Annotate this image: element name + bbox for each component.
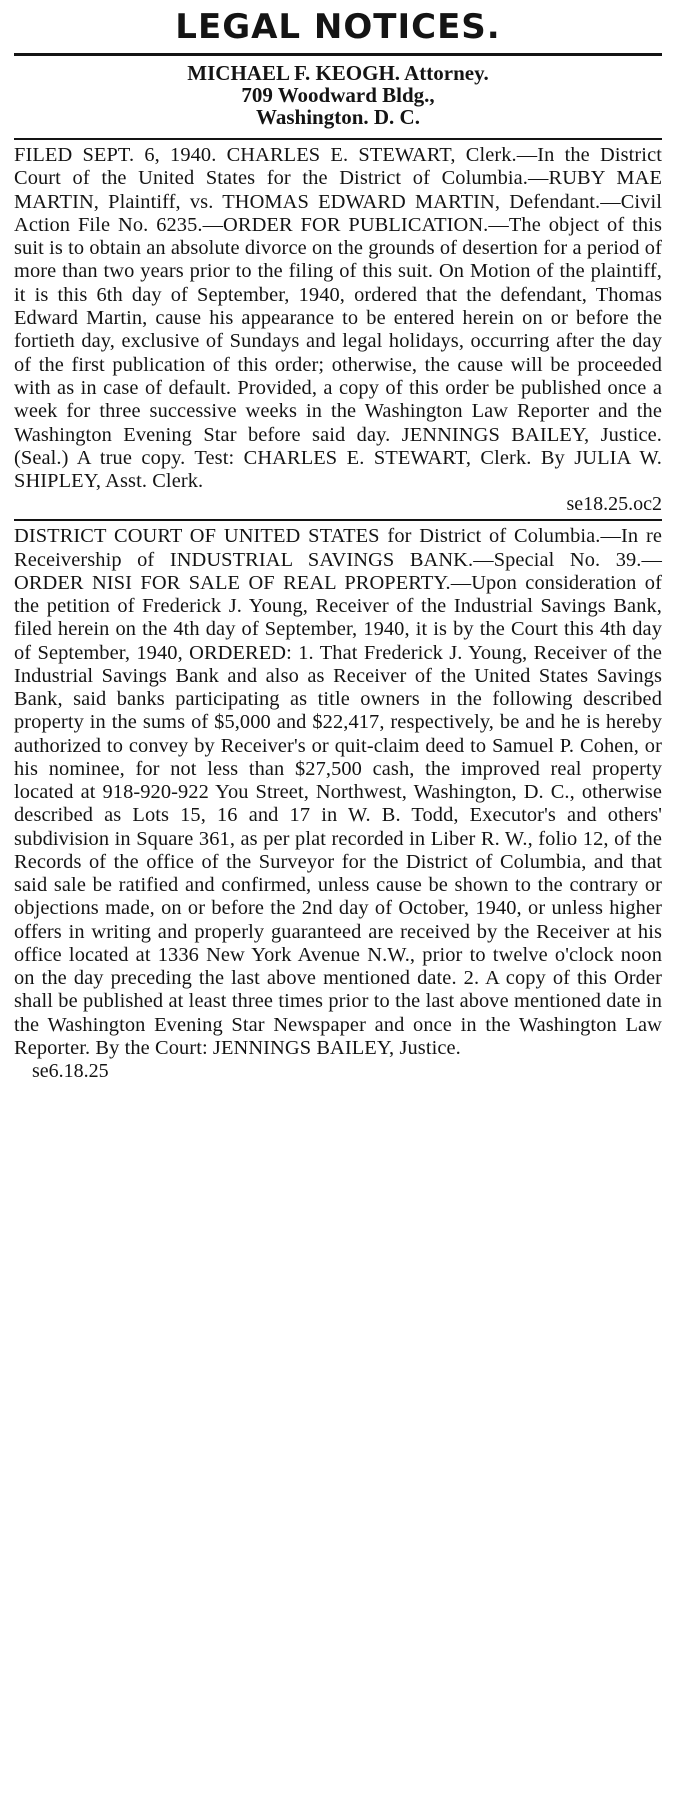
section-title: LEGAL NOTICES. xyxy=(175,7,501,47)
attorney-address: 709 Woodward Bldg., xyxy=(241,83,435,107)
notice-body: DISTRICT COURT OF UNITED STATES for District of Columbia.—In re Receivership of INDUSTRIAL SAVINGS BANK.—Special No. 39.—ORDER NISI FOR SALE OF REAL PROPERTY.—Upon consideration of the petition of Frederick J. Young, Receiver of the Industrial Savings Bank, filed herein on the 4th day of September, 1940, it is by the Court this 4th day of September, 1940, ORDERED: 1. That Frederick J. Young, Receiver of the Industrial Savings Bank and also as Receiver of the United States Savings Bank, said banks participating as title owners in the following described property in the sums of $5,000 and $22,417, respectively, be and he is hereby authorized to convey by Receiver's or quit-claim deed to Samuel P. Cohen, or his nominee, for not less than $27,500 cash, the improved real property located at 918-920-922 You Street, Northwest, Washington, D. C., otherwise described as Lots 15, 16 and 17 in W. B. Todd, Executor's and others' subdivision in Square 361, as per plat recorded in Liber R. W., folio 12, of the Records of the office of the Surveyor for the District of Columbia, and that said sale be ratified and confirmed, unless cause be shown to the contrary or objections made, on or before the 2nd day of October, 1940, or unless higher offers in writing and properly guaranteed are received by the Receiver at his office located at 1336 New York Avenue N.W., prior to twelve o'clock noon on the day preceding the last above mentioned date. 2. A copy of this Order shall be published at least three times prior to the last above mentioned date in the Washington Evening Star Newspaper and once in the Washington Law Reporter. By the Court: JENNINGS BAILEY, Justice. xyxy=(14,525,662,1059)
attorney-name: MICHAEL F. KEOGH. Attorney. xyxy=(187,61,489,85)
attorney-block xyxy=(14,62,662,128)
notice-divider xyxy=(14,138,662,140)
legal-notice-property-sale xyxy=(14,525,662,1082)
notice-divider xyxy=(14,519,662,521)
title-divider xyxy=(14,53,662,56)
attorney-city: Washington. D. C. xyxy=(256,105,420,129)
notice-insertion-code: se18.25.oc2 xyxy=(566,493,662,516)
notice-insertion-code: se6.18.25 xyxy=(32,1060,109,1083)
notice-body: FILED SEPT. 6, 1940. CHARLES E. STEWART, Clerk.—In the District Court of the United States for the District of Columbia.—RUBY MAE MARTIN, Plaintiff, vs. THOMAS EDWARD MARTIN, Defendant.—Civil Action File No. 6235.—ORDER FOR PUBLICATION.—The object of this suit is to obtain an absolute divorce on the grounds of desertion for a period of more than two years prior to the filing of this suit. On Motion of the plaintiff, it is this 6th day of September, 1940, ordered that the defendant, Thomas Edward Martin, cause his appearance to be entered herein on or before the fortieth day, exclusive of Sundays and legal holidays, occurring after the day of the first publication of this order; otherwise, the cause will be proceeded with as in case of default. Provided, a copy of this order be published once a week for three successive weeks in the Washington Law Reporter and the Washington Evening Star before said day. JENNINGS BAILEY, Justice. (Seal.) A true copy. Test: CHARLES E. STEWART, Clerk. By JULIA W. SHIPLEY, Asst. Clerk. xyxy=(14,144,662,493)
legal-notice-divorce xyxy=(14,144,662,515)
